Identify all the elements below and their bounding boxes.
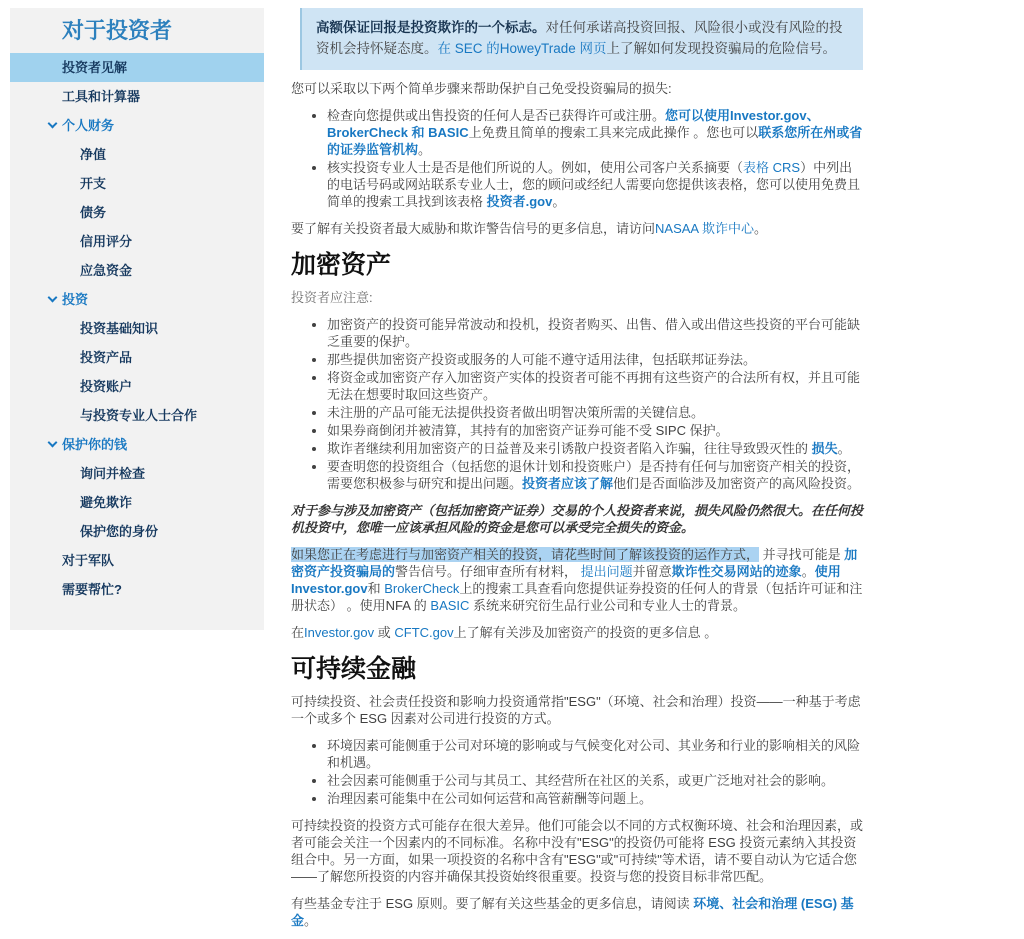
text-run: 他们是否面临涉及加密资产的高风险投资。 [613,476,861,491]
text-link[interactable]: 使用Investor.gov [291,564,841,596]
paragraph [291,289,863,306]
chevron-down-icon [48,294,57,303]
sidebar-item[interactable] [10,169,264,198]
bullet-item [327,440,863,457]
text-run: 加密资产的投资可能异常波动和投机，投资者购买、出售、借入或出借这些投资的平台可能缺乏重要的保护。 [327,317,861,349]
text-run: 。 [304,913,318,928]
sidebar-item[interactable] [10,82,264,111]
text-run: 要查明您的投资组合（包括您的退休计划和投资账户）是否持有任何与加密资产相关的投资，需要您积极参与研究和提出问题。 [327,459,861,491]
sidebar-item[interactable] [10,459,264,488]
text-run: 核实投资专业人士是否是他们所说的人。例如，使用公司客户关系摘要（ [327,160,744,175]
sidebar-item-label: 保护您的身份 [80,523,159,539]
text-run: 上免费且简单的搜索工具来完成此操作 。您也可以 [468,125,759,140]
bullet-item [327,316,863,350]
bullet-item [327,458,863,492]
bullet-list [291,316,863,492]
sidebar-item[interactable] [10,575,264,604]
text-run: 环境因素可能侧重于公司对环境的影响或与气候变化对公司、其业务和行业的影响相关的风险和机遇。 [327,738,861,770]
sidebar-item[interactable] [10,256,264,285]
sidebar-item-label: 投资者见解 [62,59,128,75]
bullet-list [291,737,863,807]
text-run: 高额保证回报是投资欺诈的一个标志。 [316,20,546,35]
sidebar-item-label: 与投资专业人士合作 [80,407,198,423]
text-run: ）中列出的电话号码或网站联系专业人士，您的顾问或经纪人需要向您提供该表格，您可以使用免费且简单的搜索工具找到该表格 [327,160,861,209]
sidebar-item-label: 保护你的钱 [62,436,128,452]
alert-callout [300,8,863,70]
sidebar-item[interactable] [10,198,264,227]
bullet-item [327,107,863,158]
section-heading: 加密资产 [291,251,392,279]
text-link[interactable]: 您可以使用Investor.gov、BrokerCheck 和 BASIC [327,108,820,140]
text-link[interactable]: 投资者.gov [486,194,553,209]
paragraph [291,80,863,97]
text-run: 在 [291,625,305,640]
section-heading: 可持续金融 [291,655,417,683]
text-run: 。 [837,441,851,456]
text-run: 社会因素可能侧重于公司与其员工、其经营所在社区的关系，或更广泛地对社会的影响。 [327,773,835,788]
text-run: 治理因素可能集中在公司如何运营和高管薪酬等问题上。 [327,791,653,806]
paragraph [291,895,863,929]
sidebar-item[interactable] [10,430,264,459]
sidebar-item-label: 对于军队 [62,552,115,568]
sidebar-item-label: 个人财务 [62,117,115,133]
sidebar-item-label: 需要帮忙? [62,581,122,597]
paragraph [291,502,863,536]
sidebar-item-label: 债务 [80,204,107,220]
text-run: 系统来研究衍生品行业公司和专业人士的背景。 [469,598,747,613]
sidebar-item-label: 投资产品 [80,349,133,365]
text-link[interactable]: 欺诈性交易网站的迹象 [671,564,802,579]
text-run: 。 [801,564,815,579]
text-link[interactable]: 损失 [811,441,838,456]
bullet-item [327,422,863,439]
sidebar-item-label: 开支 [80,175,107,191]
text-run: 未注册的产品可能无法提供投资者做出明智决策所需的关键信息。 [327,405,705,420]
main-content [291,0,863,939]
text-link[interactable]: 环境、社会和治理 (ESG) 基金 [291,896,854,928]
text-run: 如果券商倒闭并被清算，其持有的加密资产证券可能不受 SIPC 保护。 [327,423,729,438]
text-run: 。 [753,221,767,236]
sidebar-item[interactable] [10,140,264,169]
paragraph [291,817,863,885]
text-run: 。 [418,142,432,157]
text-run: 将资金或加密资产存入加密资产实体的投资者可能不再拥有这些资产的合法所有权，并且可能无法在想要时取回这些资产。 [327,370,861,402]
sidebar-item[interactable] [10,372,264,401]
text-link[interactable]: 联系您所在州或省的证券监管机构 [327,125,863,157]
text-run: 要了解有关投资者最大威胁和欺诈警告信号的更多信息，请访问 [291,221,656,236]
text-link[interactable]: BrokerCheck [384,581,460,596]
paragraph [291,693,863,727]
sidebar-item[interactable] [10,488,264,517]
sidebar-item-label: 询问并检查 [80,465,146,481]
sidebar-item[interactable] [10,285,264,314]
text-run: 上了解如何发现投资骗局的危险信号。 [606,41,837,56]
bullet-item [327,790,863,807]
text-link[interactable]: Investor.gov [304,625,375,640]
sidebar-item-label: 信用评分 [80,233,133,249]
text-link[interactable]: 表格 CRS [743,160,801,175]
sidebar-nav [10,53,264,604]
text-run: 上了解有关涉及加密资产的投资的更多信息 。 [453,625,718,640]
text-run: 对于参与涉及加密资产（包括加密资产证券）交易的个人投资者来说，损失风险仍然很大。在任何投机投资中，您唯一应该承担风险的资金是您可以承受完全损失的资金。 [291,503,864,535]
sidebar-item-label: 投资 [62,291,89,307]
paragraph [291,624,863,641]
sidebar-item[interactable] [10,517,264,546]
sidebar-item[interactable] [10,53,264,82]
text-run: 并寻找可能是 [759,547,845,562]
sidebar-title: 对于投资者 [62,18,173,43]
text-link[interactable]: 提出问题 [580,564,633,579]
sidebar-item[interactable] [10,227,264,256]
chevron-down-icon [48,439,57,448]
text-run: 投资者应注意: [291,290,373,305]
text-run: 并留意 [632,564,672,579]
text-run: 上的搜索工具查看向您提供证券投资的任何人的背景（包括许可证和注册状态） 。使用NFA 的 [291,581,863,613]
bullet-item [327,404,863,421]
text-link[interactable]: 投资者应该了解 [522,476,614,491]
paragraph [291,220,863,237]
paragraph [291,546,863,614]
sidebar-item[interactable] [10,314,264,343]
text-run: 如果您正在考虑进行与加密资产相关的投资，请花些时间了解该投资的运作方式， [291,547,760,562]
sidebar-item-label: 投资账户 [80,378,133,394]
sidebar-item-label: 应急资金 [80,262,133,278]
sidebar-item-label: 工具和计算器 [62,88,141,104]
text-run: 那些提供加密资产投资或服务的人可能不遵守适用法律，包括联邦证券法。 [327,352,757,367]
bullet-item [327,351,863,368]
text-link[interactable]: 在 SEC 的HoweyTrade 网页 [437,41,607,56]
text-run: 欺诈者继续利用加密资产的日益普及来引诱散户投资者陷入诈骗，往往导致毁灭性的 [327,441,812,456]
text-run: 。 [552,194,566,209]
text-run: 和 [367,581,385,596]
text-link[interactable]: NASAA 欺诈中心 [655,221,754,236]
text-run: 检查向您提供或出售投资的任何人是否已获得许可或注册。 [327,108,666,123]
text-run: 可持续投资的投资方式可能存在很大差异。他们可能会以不同的方式权衡环境、社会和治理因素，或者可能会关注一个因素内的不同标准。名称中没有"ESG"的投资仍可能将 ESG 投资元素纳入其投资组合中。另一方面，如果一项投资的名称中含有"ESG"或"可持续"等术语，请不要自动认为它适合您——了解您所投资的内容并确保其投资始终很重要。投资与您的投资目标非常匹配。 [291,818,864,884]
sidebar-item[interactable] [10,111,264,140]
sidebar-item[interactable] [10,401,264,430]
bullet-item [327,369,863,403]
sidebar-item-label: 投资基础知识 [80,320,159,336]
sidebar-item[interactable] [10,546,264,575]
text-run: 可持续投资、社会责任投资和影响力投资通常指"ESG"（环境、社会和治理）投资——一种基于考虑一个或多个 ESG 因素对公司进行投资的方式。 [291,694,861,726]
text-run: 警告信号。仔细审查所有材料， [395,564,581,579]
sidebar-item[interactable] [10,343,264,372]
chevron-down-icon [48,120,57,129]
text-run: 对任何承诺高投资回报、风险很小或没有风险的投资机会持怀疑态度。 [316,20,843,56]
sidebar-item-label: 避免欺诈 [80,494,133,510]
text-link[interactable]: CFTC.gov [394,625,454,640]
text-link[interactable]: BASIC [430,598,470,613]
sidebar-item-label: 净值 [80,146,107,162]
bullet-item [327,737,863,771]
text-run: 或 [374,625,395,640]
text-link[interactable]: 加密资产投资骗局的 [291,547,858,579]
bullet-item [327,159,863,210]
sidebar [10,8,264,630]
bullet-item [327,772,863,789]
bullet-list [291,107,863,210]
text-run: 有些基金专注于 ESG 原则。要了解有关这些基金的更多信息，请阅读 [291,896,694,911]
text-run: 您可以采取以下两个简单步骤来帮助保护自己免受投资骗局的损失: [291,81,672,96]
